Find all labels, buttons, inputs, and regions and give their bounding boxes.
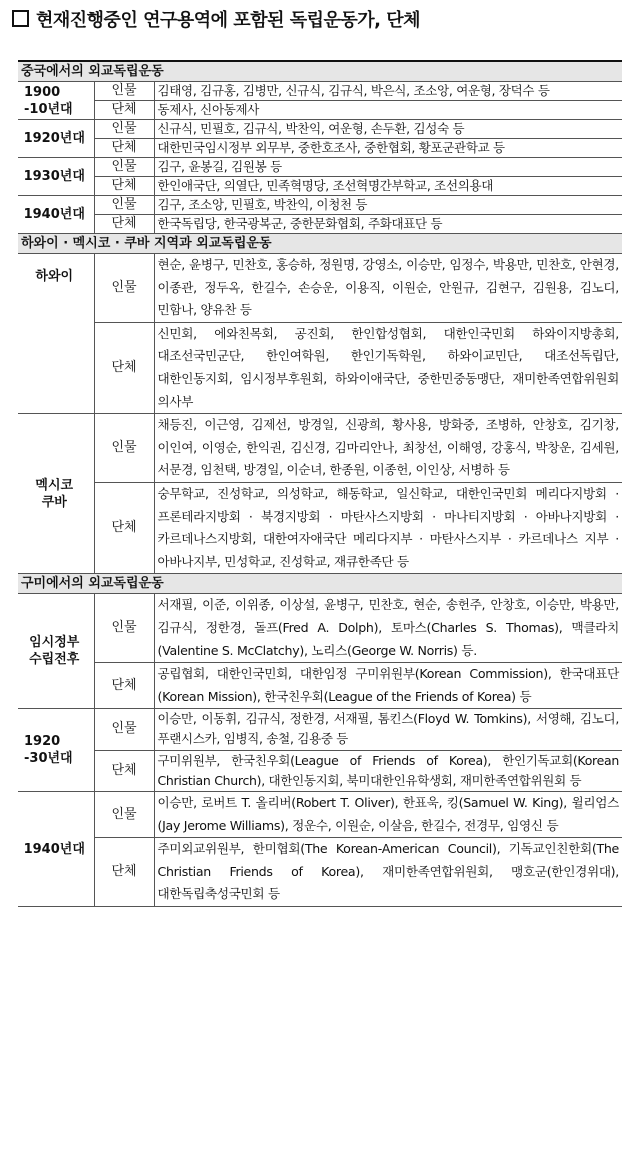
table-row	[18, 82, 622, 101]
kind-person: 인물	[94, 594, 154, 663]
person-list: 채등진, 이근영, 김제선, 방경일, 신광희, 황사용, 방화중, 조병하, 안창호, 김기창, 이인여, 이영순, 한익권, 김신경, 김마리안나, 최창선, 이해영, 강홍식, 박창운, 김세원, 서문경, 임천택, 방경일, 이순녀, 한종원, 이종헌, 이인상, 서병하 등	[154, 414, 622, 483]
kind-person: 인물	[94, 120, 154, 139]
era-line: 임시정부	[29, 635, 80, 651]
kind-person: 인물	[94, 709, 154, 750]
activists-table	[18, 60, 622, 907]
kind-person: 인물	[94, 158, 154, 177]
group-list: 대한민국임시정부 외무부, 중한호조사, 중한협회, 황포군관학교 등	[154, 139, 622, 158]
section-header-row	[18, 574, 622, 594]
person-list: 이승만, 로버트 T. 올리버(Robert T. Oliver), 한표욱, 킹(Samuel W. King), 윌리엄스(Jay Jerome Williams), 정운수, 이원순, 이살음, 한길수, 전경무, 임영신 등	[154, 792, 622, 838]
era-line: -30년대	[24, 751, 73, 767]
era-line: 멕시코	[35, 477, 74, 493]
era-cell: 1930년대	[18, 158, 94, 196]
era-line: 쿠바	[41, 494, 67, 510]
table-row	[18, 177, 622, 196]
era-cell	[18, 709, 94, 792]
era-cell	[18, 414, 94, 574]
group-list: 숭무학교, 진성학교, 의성학교, 해동학교, 일신학교, 대한인국민회 메리다지방회 · 프론테라지방회 · 북경지방회 · 마탄사스지방회 · 마나티지방회 · 아바나지방회 · 카르데나스지방회, 대한여자애국단 메리다지부 · 마탄사스지부 · 카르데나스 지부 · 아바나지부, 민성학교, 진성학교, 재큐한족단 등	[154, 482, 622, 573]
kind-group: 단체	[94, 838, 154, 907]
era-line: 1900	[24, 84, 61, 100]
era-cell: 1940년대	[18, 196, 94, 234]
table-row	[18, 414, 622, 483]
table-row	[18, 139, 622, 158]
era-cell: 1940년대	[18, 792, 94, 907]
group-list: 주미외교위원부, 한미협회(The Korean-American Council), 기독교인친한회(The Christian Friends of Korea), 재미한족연합위원회, 맹호군(한인경위대), 대한독립축성국민회 등	[154, 838, 622, 907]
kind-group: 단체	[94, 101, 154, 120]
person-list: 서재필, 이준, 이위종, 이상설, 윤병구, 민찬호, 현순, 송헌주, 안창호, 이승만, 박용만, 김규식, 정한경, 돌프(Fred A. Dolph), 토마스(Charles S. Thomas), 맥클라치(Valentine S. McClatchy), 노리스(George W. Norris) 등.	[154, 594, 622, 663]
kind-person: 인물	[94, 792, 154, 838]
table-row	[18, 215, 622, 234]
table-row	[18, 196, 622, 215]
kind-group: 단체	[94, 750, 154, 791]
table-row	[18, 594, 622, 663]
era-line: 1920	[24, 734, 61, 750]
group-list: 한인애국단, 의열단, 민족혁명당, 조선혁명간부학교, 조선의용대	[154, 177, 622, 196]
person-list: 현순, 윤병구, 민찬호, 홍승하, 정원명, 강영소, 이승만, 임정수, 박용만, 민찬호, 안현경, 이종관, 정두옥, 한길수, 손승운, 이용직, 이원순, 안원규, 김현구, 김원용, 김노디, 민함나, 양유찬 등	[154, 254, 622, 323]
table-row	[18, 101, 622, 120]
kind-person: 인물	[94, 196, 154, 215]
table-row	[18, 322, 622, 413]
section-title: 중국에서의 외교독립운동	[18, 61, 622, 82]
kind-person: 인물	[94, 82, 154, 101]
page-title-text: 현재진행중인 연구용역에 포함된 독립운동가, 단체	[36, 10, 421, 31]
kind-person: 인물	[94, 414, 154, 483]
table-row	[18, 663, 622, 709]
kind-person: 인물	[94, 254, 154, 323]
kind-group: 단체	[94, 663, 154, 709]
section-title: 구미에서의 외교독립운동	[18, 574, 622, 594]
era-cell	[18, 594, 94, 709]
era-line: -10년대	[24, 101, 73, 117]
table-row	[18, 158, 622, 177]
person-list: 김구, 조소앙, 민필호, 박찬익, 이청천 등	[154, 196, 622, 215]
group-list: 한국독립당, 한국광복군, 중한문화협회, 주화대표단 등	[154, 215, 622, 234]
group-list: 신민회, 에와친목회, 공진회, 한인합성협회, 대한인국민회 하와이지방총회, 대조선국민군단, 한인여학원, 한인기독학원, 하와이교민단, 대조선독립단, 대한인동지회, 임시정부후원회, 하와이애국단, 중한민중동맹단, 재미한족연합위원회 의사부	[154, 322, 622, 413]
person-list: 이승만, 이동휘, 김규식, 정한경, 서재필, 톰킨스(Floyd W. Tomkins), 서영해, 김노디, 푸랜시스카, 임병직, 송철, 김용중 등	[154, 709, 622, 750]
table-row	[18, 838, 622, 907]
table-row	[18, 792, 622, 838]
kind-group: 단체	[94, 322, 154, 413]
era-cell: 하와이	[18, 254, 94, 414]
table-row	[18, 120, 622, 139]
kind-group: 단체	[94, 139, 154, 158]
era-cell: 1920년대	[18, 120, 94, 158]
section-title: 하와이 · 멕시코 · 쿠바 지역과 외교독립운동	[18, 234, 622, 254]
group-list: 구미위원부, 한국친우회(League of Friends of Korea), 한인기독교회(Korean Christian Church), 대한인동지회, 북미대한인유학생회, 재미한족연합위원회 등	[154, 750, 622, 791]
person-list: 김구, 윤봉길, 김원봉 등	[154, 158, 622, 177]
era-line: 수립전후	[29, 652, 80, 668]
group-list: 동제사, 신아동제사	[154, 101, 622, 120]
kind-group: 단체	[94, 177, 154, 196]
person-list: 김태영, 김규홍, 김병만, 신규식, 김규식, 박은식, 조소앙, 여운형, 장덕수 등	[154, 82, 622, 101]
era-cell	[18, 82, 94, 120]
section-header-row	[18, 234, 622, 254]
kind-group: 단체	[94, 215, 154, 234]
page-title	[12, 6, 420, 32]
table-row	[18, 750, 622, 791]
person-list: 신규식, 민필호, 김규식, 박찬익, 여운형, 손두환, 김성숙 등	[154, 120, 622, 139]
table-row	[18, 709, 622, 750]
checkbox-square-icon	[12, 10, 29, 27]
kind-group: 단체	[94, 482, 154, 573]
group-list: 공립협회, 대한인국민회, 대한임정 구미위원부(Korean Commission), 한국대표단(Korean Mission), 한국친우회(League of the Friends of Korea) 등	[154, 663, 622, 709]
table-row	[18, 482, 622, 573]
section-header-row	[18, 61, 622, 82]
table-row	[18, 254, 622, 323]
